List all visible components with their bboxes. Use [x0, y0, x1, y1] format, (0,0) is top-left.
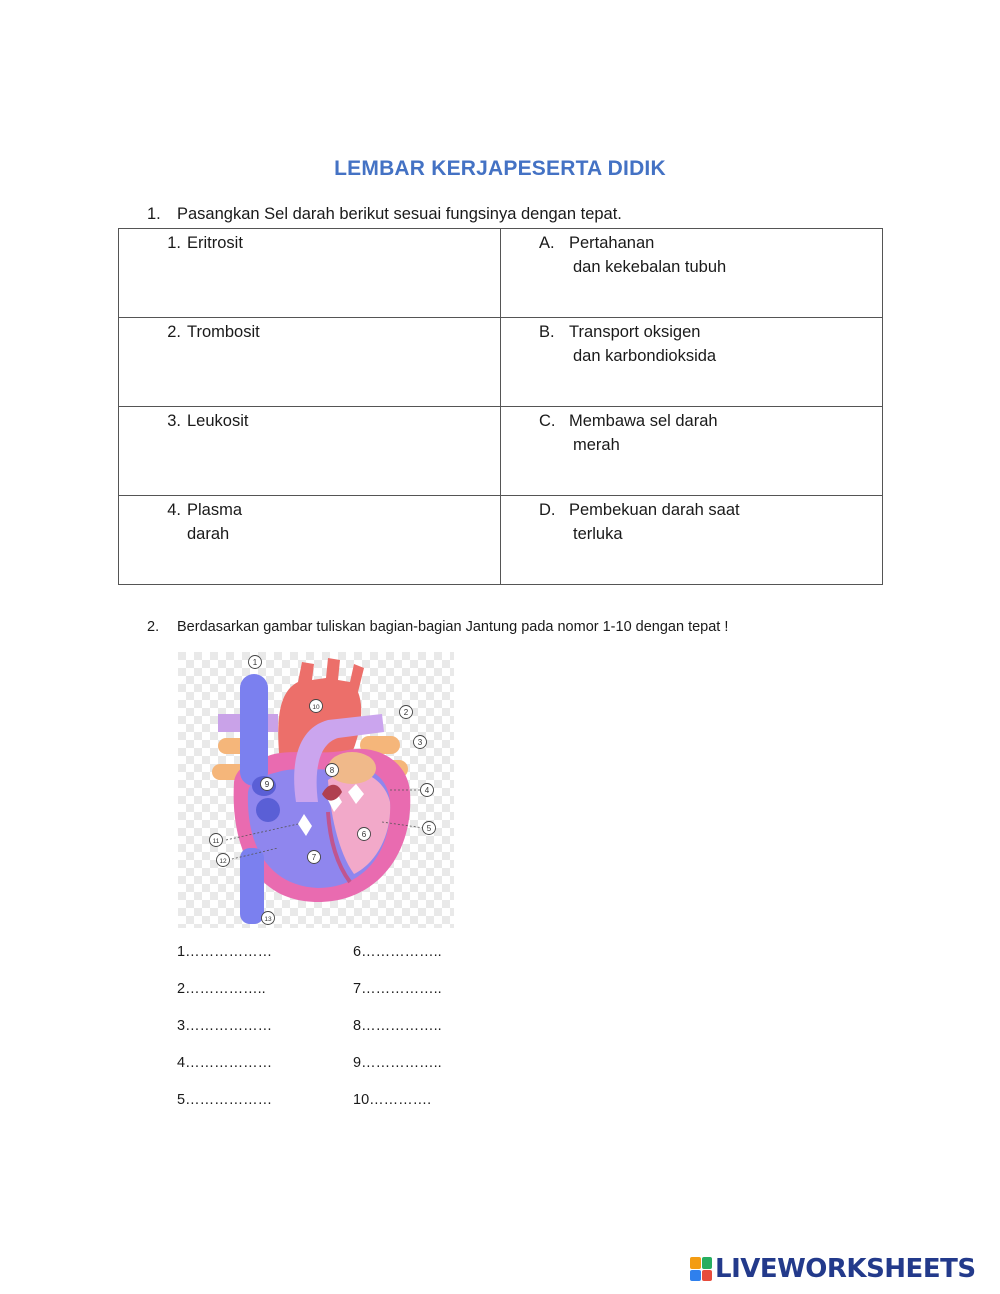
right-item-number: A.: [539, 234, 555, 252]
right-item-text: Transport oksigen: [569, 323, 701, 341]
right-item-text: Membawa sel darah: [569, 412, 718, 430]
matching-row: [119, 229, 883, 318]
worksheet-title: LEMBAR KERJAPESERTA DIDIK: [334, 157, 666, 180]
callout-label: 1: [252, 657, 258, 667]
logo-square: [690, 1257, 701, 1269]
callout-label: 9: [264, 779, 270, 789]
blood-cell-cell: [119, 496, 501, 585]
left-item-text: Eritrosit: [187, 234, 243, 252]
callout-label: 13: [264, 915, 272, 923]
function-cell: [501, 229, 883, 318]
question-2-number: 2.: [147, 619, 160, 635]
callout-label: 8: [329, 765, 335, 775]
blood-cell-cell: [119, 318, 501, 407]
right-item-text: Pertahanan: [569, 234, 655, 252]
blood-cell-cell: [119, 407, 501, 496]
logo-square: [702, 1257, 713, 1269]
question-1: [147, 205, 622, 224]
left-item-text: darah: [187, 525, 230, 543]
left-item-number: 1.: [167, 234, 181, 252]
question-1-text: Pasangkan Sel darah berikut sesuai fungsinya dengan tepat.: [177, 205, 622, 223]
left-item-text: Plasma: [187, 501, 243, 519]
left-item-number: 3.: [167, 412, 181, 430]
logo-text: LIVEWORKSHEETS: [715, 1254, 976, 1284]
left-item-number: 4.: [167, 501, 181, 519]
callout-label: 11: [212, 837, 220, 845]
right-item-text: dan karbondioksida: [573, 347, 717, 365]
function-cell: [501, 318, 883, 407]
logo-square: [690, 1270, 701, 1282]
question-1-number: 1.: [147, 205, 161, 223]
inferior-vena-cava: [240, 848, 264, 924]
right-item-number: [501, 522, 569, 546]
matching-row: [119, 496, 883, 585]
answer-blank[interactable]: 9……………..: [353, 1055, 442, 1071]
right-item-text: merah: [573, 436, 620, 454]
liveworksheets-logo: [690, 1254, 976, 1284]
callout-label: 4: [424, 785, 430, 795]
callout-label: 6: [361, 829, 367, 839]
function-cell: [501, 407, 883, 496]
left-item-text: Leukosit: [187, 412, 249, 430]
right-item-number: C.: [539, 412, 556, 430]
answer-blank[interactable]: 10………….: [353, 1092, 432, 1108]
right-item-text: terluka: [573, 525, 623, 543]
logo-square: [702, 1270, 713, 1282]
answer-blank[interactable]: 4………………: [177, 1055, 273, 1071]
answer-blank[interactable]: 5………………: [177, 1092, 273, 1108]
left-item-number: 2.: [167, 323, 181, 341]
matching-row: [119, 407, 883, 496]
heart-diagram: [178, 652, 454, 928]
callout-label: 10: [312, 703, 320, 711]
question-2: [147, 619, 728, 635]
function-cell: [501, 496, 883, 585]
coronary-sinus: [256, 798, 280, 822]
callout-label: 5: [426, 823, 432, 833]
answer-blank[interactable]: 7……………..: [353, 981, 442, 997]
logo-mark-icon: [690, 1257, 712, 1281]
right-item-text: Pembekuan darah saat: [569, 501, 740, 519]
left-item-text: Trombosit: [187, 323, 260, 341]
matching-table: [118, 228, 883, 585]
callout-label: 3: [417, 737, 423, 747]
callout-label: 2: [403, 707, 409, 717]
callout-label: 12: [219, 857, 227, 865]
matching-row: [119, 318, 883, 407]
right-item-number: [501, 433, 569, 457]
callout-label: 7: [311, 852, 317, 862]
answer-blank[interactable]: 2……………..: [177, 981, 266, 997]
right-item-number: [501, 255, 569, 279]
right-item-number: [501, 344, 569, 368]
answer-blank[interactable]: 1………………: [177, 944, 273, 960]
superior-vena-cava: [240, 674, 268, 786]
answer-blank[interactable]: 6……………..: [353, 944, 442, 960]
answer-blank[interactable]: 8……………..: [353, 1018, 442, 1034]
answer-blank[interactable]: 3………………: [177, 1018, 273, 1034]
right-item-text: dan kekebalan tubuh: [573, 258, 727, 276]
left-item-number: [119, 522, 187, 546]
blood-cell-cell: [119, 229, 501, 318]
question-2-text: Berdasarkan gambar tuliskan bagian-bagian Jantung pada nomor 1-10 dengan tepat !: [177, 619, 729, 635]
right-item-number: B.: [539, 323, 555, 341]
right-item-number: D.: [539, 501, 556, 519]
